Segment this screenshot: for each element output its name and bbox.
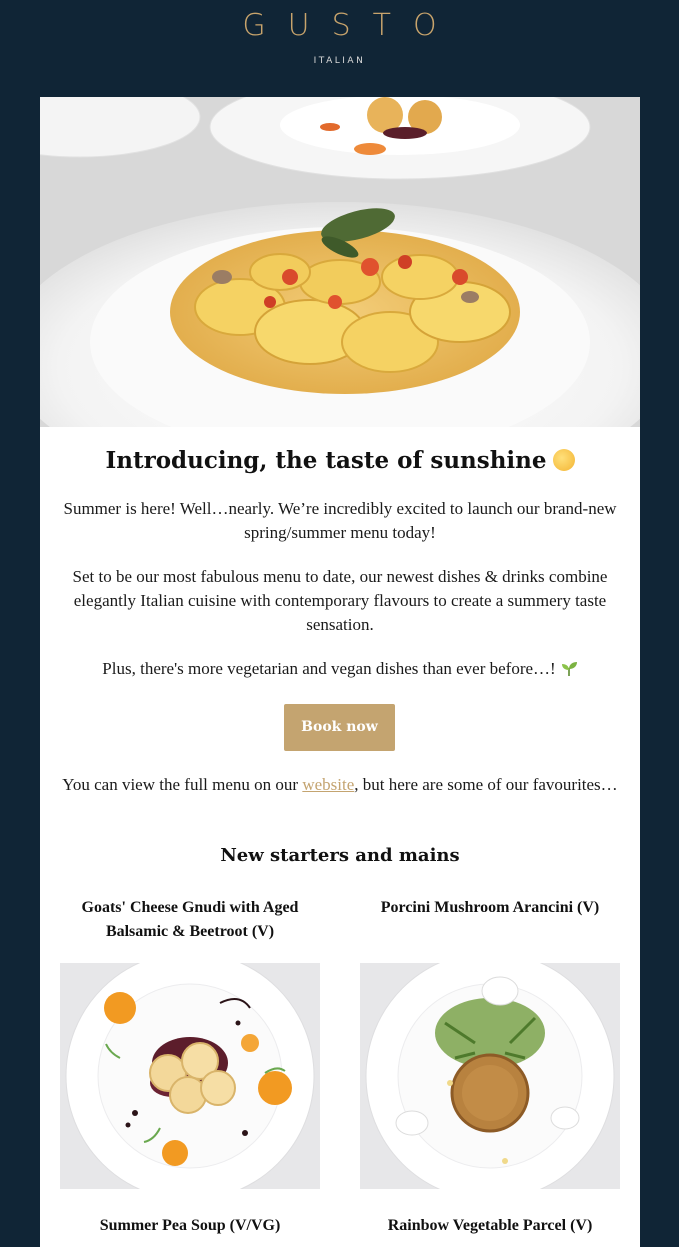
vegetarian-text: Plus, there's more vegetarian and vegan dishes than ever before…! — [102, 659, 556, 678]
section-title: New starters and mains — [220, 845, 460, 866]
hero-image[interactable] — [40, 97, 640, 427]
brand-logo[interactable]: GUSTO — [242, 8, 459, 43]
brand-subtitle: ITALIAN — [313, 56, 366, 66]
intro-paragraph: Summer is here! Well…nearly. We’re incredibly excited to launch our brand-new spring/summer menu today! — [63, 499, 617, 542]
menu-link-paragraph — [60, 773, 620, 797]
menu-link-text-after: , but here are some of our favourites… — [354, 775, 618, 794]
headline — [40, 447, 640, 474]
seedling-icon — [560, 659, 578, 677]
header — [0, 0, 679, 97]
arancini-illustration — [360, 963, 620, 1189]
dish-image-gnudi[interactable] — [60, 963, 320, 1189]
dish-title: Goats' Cheese Gnudi with Aged Balsamic & Beetroot (V) — [81, 899, 299, 940]
headline-text: Introducing, the taste of sunshine — [105, 447, 547, 474]
hero-pasta-illustration — [40, 97, 640, 427]
sun-emoji-icon — [553, 449, 575, 471]
dish-title: Summer Pea Soup (V/VG) — [99, 1217, 281, 1234]
website-link[interactable]: website — [302, 775, 355, 794]
menu-link-text-before: You can view the full menu on our — [62, 775, 303, 794]
dish-title: Porcini Mushroom Arancini (V) — [380, 899, 600, 916]
gnudi-illustration — [60, 963, 320, 1189]
dish-title: Rainbow Vegetable Parcel (V) — [387, 1217, 593, 1234]
content-card — [40, 97, 640, 1247]
vegetarian-paragraph — [60, 657, 620, 681]
dish-image-arancini[interactable] — [360, 963, 620, 1189]
book-now-button[interactable]: Book now — [284, 704, 395, 751]
description-paragraph: Set to be our most fabulous menu to date, our newest dishes & drinks combine elegantly Italian cuisine with contemporary flavours to create a summery taste sensation. — [72, 567, 608, 634]
